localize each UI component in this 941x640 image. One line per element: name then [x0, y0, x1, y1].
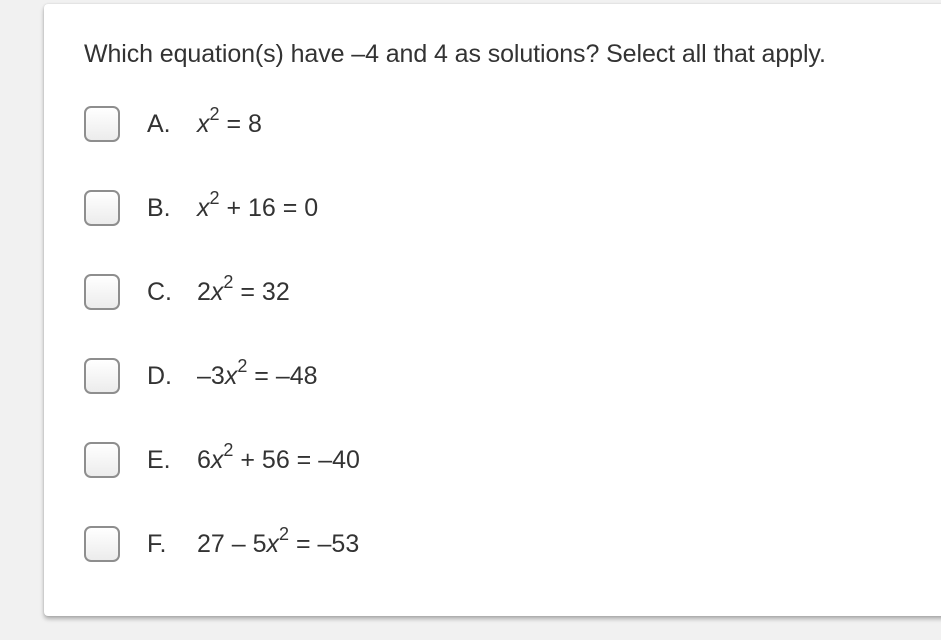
option-e[interactable] — [84, 439, 360, 481]
option-d-letter: D. — [147, 361, 172, 390]
option-c[interactable] — [84, 271, 290, 313]
question-card — [44, 4, 941, 616]
option-a-variable: x — [197, 109, 210, 138]
option-a-suffix: = 8 — [219, 109, 262, 138]
option-f-checkbox[interactable] — [84, 526, 120, 562]
option-c-prefix: 2 — [197, 277, 211, 306]
option-b-letter: B. — [147, 193, 171, 222]
option-f-prefix: 27 – 5 — [197, 529, 267, 558]
option-d-exponent: 2 — [237, 356, 248, 377]
option-d-suffix: = –48 — [247, 361, 318, 390]
option-c-suffix: = 32 — [233, 277, 290, 306]
option-e-letter: E. — [147, 445, 171, 474]
option-e-prefix: 6 — [197, 445, 211, 474]
option-d-prefix: –3 — [197, 361, 225, 390]
option-c-variable: x — [210, 277, 224, 306]
option-b-suffix: + 16 = 0 — [219, 193, 319, 222]
option-a[interactable] — [84, 103, 262, 145]
option-f-letter: F. — [147, 529, 167, 558]
option-d-checkbox[interactable] — [84, 358, 120, 394]
option-e-variable: x — [210, 445, 224, 474]
option-e-exponent: 2 — [223, 440, 234, 461]
option-c-exponent: 2 — [223, 272, 234, 293]
option-f-suffix: = –53 — [289, 529, 360, 558]
option-a-checkbox[interactable] — [84, 106, 120, 142]
option-e-suffix: + 56 = –40 — [233, 445, 360, 474]
question-text: Which equation(s) have –4 and 4 as solutions? Select all that apply. — [84, 40, 826, 68]
option-b-exponent: 2 — [209, 188, 220, 209]
option-f-exponent: 2 — [279, 524, 290, 545]
option-d[interactable] — [84, 355, 318, 397]
option-c-checkbox[interactable] — [84, 274, 120, 310]
option-e-checkbox[interactable] — [84, 442, 120, 478]
option-b[interactable] — [84, 187, 318, 229]
option-d-variable: x — [224, 361, 238, 390]
option-d-equation — [197, 356, 318, 391]
option-a-letter: A. — [147, 109, 171, 138]
option-a-equation — [197, 104, 262, 139]
option-f[interactable] — [84, 523, 359, 565]
option-b-variable: x — [197, 193, 210, 222]
option-f-variable: x — [266, 529, 280, 558]
option-a-exponent: 2 — [209, 104, 220, 125]
option-c-letter: C. — [147, 277, 172, 306]
option-f-equation — [197, 524, 360, 559]
option-e-equation — [197, 440, 360, 475]
option-b-equation — [197, 188, 319, 223]
option-c-equation — [197, 272, 290, 307]
option-b-checkbox[interactable] — [84, 190, 120, 226]
